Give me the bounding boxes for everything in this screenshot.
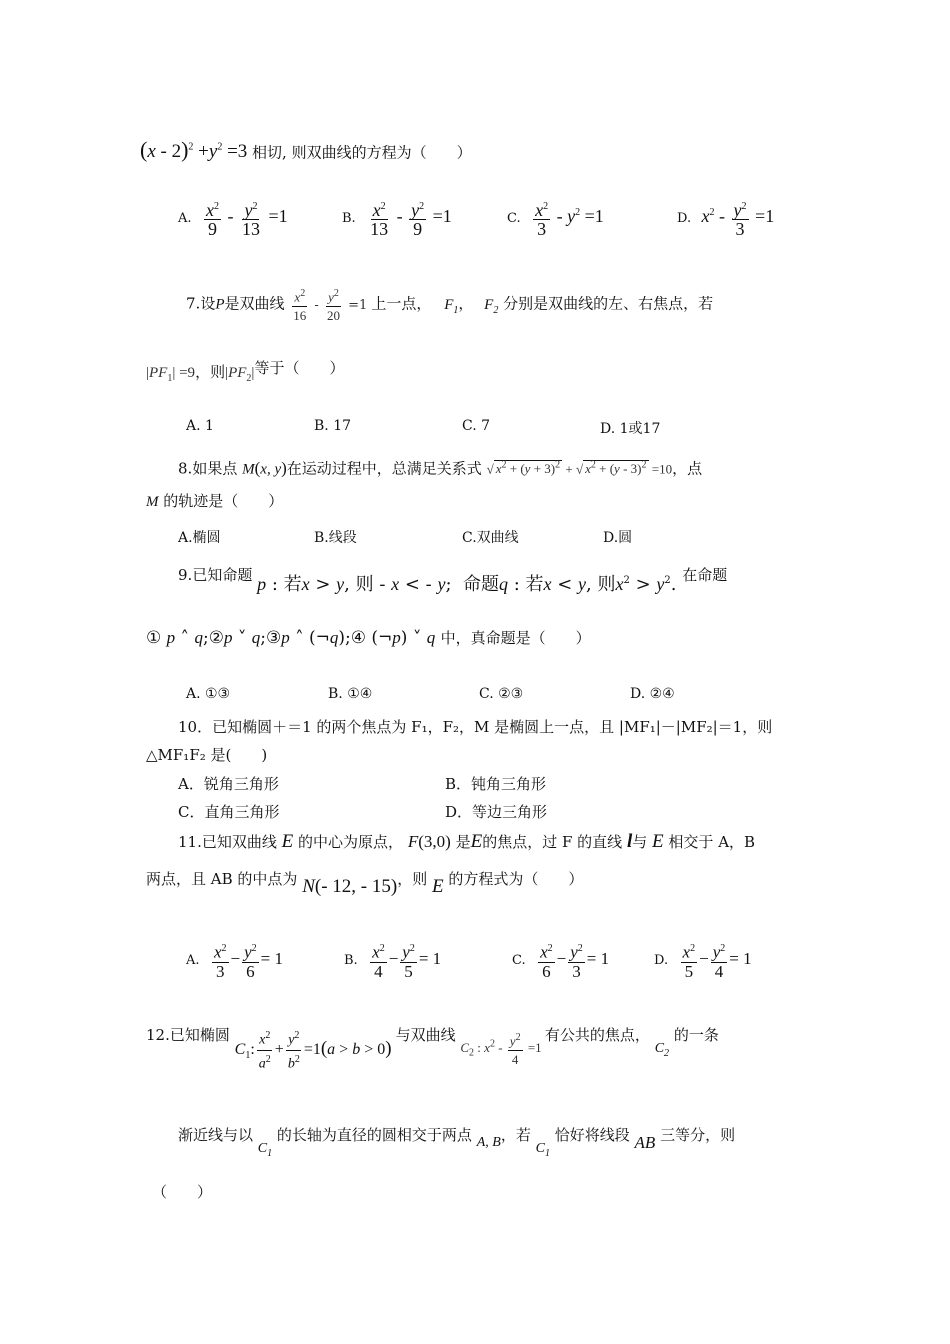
q11-e: E	[281, 831, 294, 852]
q9-option-c[interactable]: C. ②③	[479, 686, 524, 702]
q12-ellipse-c1: $C_1$: $\frac{x^2}{a^2}$ + $\frac{y^2}{b^2}$ =1(a > b > 0)	[235, 1041, 396, 1058]
q7-text-2: 是双曲线	[224, 294, 285, 313]
q7-option-a[interactable]: A. 1	[186, 418, 214, 434]
q8-option-b[interactable]: B.线段	[314, 530, 357, 546]
q8-point-m: M	[242, 461, 255, 478]
q8-m: M	[146, 494, 159, 510]
q10-line-1: 10．已知椭圆＋＝1 的两个焦点为 F₁，F₂，M 是椭圆上一点，且 |MF₁|－|MF₂|＝1，则	[178, 718, 773, 736]
q12-text-4: 的一条	[673, 1026, 719, 1044]
q12-c1: $C_1$	[257, 1141, 273, 1159]
q10-option-c[interactable]: C．直角三角形	[178, 803, 280, 821]
q11-text-2: 的中心为原点，	[298, 833, 404, 851]
q11-text-5: 与	[632, 833, 648, 851]
q7-line-2	[146, 358, 344, 389]
q8-text-1: 如果点	[192, 459, 238, 478]
q12-line-1	[146, 1025, 719, 1073]
q6-option-b-label: B.	[342, 210, 356, 226]
q6-tail-line	[140, 138, 472, 162]
q12-line2-d: 恰好将线段	[554, 1126, 630, 1144]
q7-text-3: 上一点，	[371, 294, 432, 313]
q7-option-b[interactable]: B. 17	[314, 418, 352, 434]
q12-line-3: （ ）	[152, 1183, 213, 1201]
q11-line2-b: ，则	[397, 870, 428, 888]
q12-c1-2: $C_1$	[535, 1141, 550, 1159]
q9-text-3: 中，真命题是（ ）	[440, 629, 591, 647]
q6-option-d-expr: $x^2$ - $\frac{y^2}{3}$ =1	[701, 200, 775, 239]
q11-midpoint: N(- 12, - 15)	[302, 876, 398, 897]
q11-text-6: 相交于 A，B	[668, 833, 756, 851]
q7-pf2: $|PF_2|$	[225, 365, 255, 384]
q7-point-p: P	[215, 296, 225, 313]
q12-points-ab: A, B	[476, 1135, 501, 1150]
q9-line-1	[178, 565, 727, 595]
q11-option-a-expr: $\frac{x^2}{3}$ − $\frac{y^2}{6}$ = 1	[210, 949, 283, 968]
q12-segment-ab: AB	[634, 1133, 656, 1152]
q11-option-b-label: B.	[344, 952, 358, 968]
q11-e-2: E	[470, 831, 483, 852]
q6-tail-text: 相切, 则双曲线的方程为（ ）	[252, 143, 472, 162]
q8-relation: √ $x^2 + (y + 3)^2$ + √ $x^2 + (y - 3)^2 =10$	[486, 460, 673, 477]
q12-line2-b: 的长轴为直径的圆相交于两点	[276, 1126, 472, 1144]
q7-text-1: 设	[200, 294, 216, 313]
q6-option-c-label: C.	[507, 210, 521, 226]
q11-text-3: 是	[455, 833, 471, 851]
q11-e-4: E	[431, 876, 444, 897]
q7-f1: $F_1$	[444, 296, 459, 316]
q8-option-a[interactable]: A.椭圆	[178, 530, 221, 546]
q7-option-c[interactable]: C. 7	[462, 418, 491, 434]
q8-number: 8.	[178, 459, 193, 478]
q11-option-d-label: D.	[654, 952, 669, 968]
q8-text-2: 在运动过程中，总满足关系式	[286, 459, 482, 478]
q10-line-2: △MF₁F₂ 是( )	[146, 746, 268, 764]
q9-text-2: 在命题	[682, 566, 728, 584]
q7-hyperbola-eq: $\frac{x^2}{16}$ - $\frac{y^2}{20}$ =1	[289, 298, 371, 313]
q9-text-1: 已知命题	[192, 566, 253, 584]
q11-option-c[interactable]	[512, 940, 609, 981]
q12-line2-e: 三等分，则	[660, 1126, 736, 1144]
q7-text-6: 等于（ ）	[254, 359, 345, 377]
q11-focus: F(3,0)	[407, 832, 451, 851]
q9-option-d[interactable]: D. ②④	[630, 686, 675, 702]
q8-line-2	[146, 491, 283, 512]
q7-line-1: 7.设P是双曲线 $\frac{x^2}{16}$ - $\frac{y^2}{20}$ =1 上一点， $F_1$， $F_2$ 分别是双曲线的左、右焦点，若	[186, 285, 713, 325]
q7-number: 7.	[186, 294, 201, 313]
q11-e-3: E	[652, 831, 664, 852]
q11-option-b-expr: $\frac{x^2}{4}$ − $\frac{y^2}{5}$ = 1	[368, 949, 441, 968]
q8-text-3: ，点	[672, 459, 703, 478]
q6-option-a-label: A.	[178, 210, 192, 226]
q12-line2-a: 渐近线与以	[178, 1126, 254, 1144]
q11-option-d-expr: $\frac{x^2}{5}$ − $\frac{y^2}{4}$ = 1	[679, 949, 752, 968]
q11-number: 11.	[178, 833, 202, 851]
q7-text-4: 分别是双曲线的左、右焦点，若	[503, 294, 714, 313]
q10-option-b[interactable]: B．钝角三角形	[445, 775, 547, 793]
q12-line-2	[178, 1125, 735, 1164]
q8-option-c[interactable]: C.双曲线	[462, 530, 519, 546]
q9-line-2	[146, 628, 591, 648]
q7-condition: $|PF_1| =9$	[146, 365, 196, 384]
q11-line-l: l	[626, 831, 633, 852]
q12-number: 12.	[146, 1026, 170, 1044]
q9-propositions: p : 若x > y, 则 - x < - y; 命题q : 若x < y, 则$x^2 > y^2$.	[257, 574, 683, 595]
q11-text-4: 的焦点，过 F 的直线	[482, 833, 623, 851]
q11-line-1	[178, 832, 755, 852]
q12-text-2: 与双曲线	[395, 1026, 456, 1044]
q6-option-c-expr: $\frac{x^2}{3}$ - $y^2 =1$	[535, 200, 604, 239]
q11-option-c-label: C.	[512, 952, 526, 968]
q6-option-d[interactable]	[677, 198, 774, 238]
q11-text-1: 已知双曲线	[201, 833, 277, 851]
q6-option-b[interactable]	[342, 198, 452, 238]
q8-text-5: 的轨迹是（ ）	[163, 492, 284, 510]
q8-option-d[interactable]: D.圆	[603, 530, 633, 546]
q9-number: 9.	[178, 566, 193, 584]
q7-f2: $F_2$	[484, 296, 499, 316]
q6-option-a[interactable]	[178, 198, 288, 238]
q7-text-5: ，则	[195, 363, 226, 381]
q11-option-a-label: A.	[186, 952, 200, 968]
q11-option-c-expr: $\frac{x^2}{6}$ − $\frac{y^2}{3}$ = 1	[536, 949, 609, 968]
q12-c2: $C_2$	[654, 1041, 670, 1059]
q10-option-d[interactable]: D．等边三角形	[445, 803, 548, 821]
q12-line2-c: ，若	[500, 1126, 531, 1144]
q11-line-2	[146, 869, 583, 897]
q8-line-1: 8.如果点 M(x, y)在运动过程中，总满足关系式 √ $x^2 + (y + 3)^2$ + √ $x^2 + (y - 3)^2 =10$，点	[178, 458, 703, 478]
q12-text-1: 已知椭圆	[169, 1026, 230, 1044]
q11-option-b[interactable]	[344, 940, 441, 981]
q9-list: ① p ˄ q;②p ˅ q;③p ˄ (¬q);④ (¬p) ˅ q	[146, 628, 436, 648]
q10-option-a[interactable]: A．锐角三角形	[178, 775, 279, 793]
q9-option-b[interactable]: B. ①④	[328, 686, 373, 702]
q12-hyperbola-c2: $C_2$ : $x^2$ - $\frac{y^2}{4}$ =1	[460, 1040, 545, 1055]
q7-option-d[interactable]: D. 1或17	[600, 421, 661, 437]
q6-option-d-label: D.	[677, 210, 692, 226]
q11-line2-a: 两点，且 AB 的中点为	[146, 870, 298, 888]
q6-option-a-expr: $\frac{x^2}{9}$ - $\frac{y^2}{13}$ =1	[205, 200, 288, 239]
q6-option-c[interactable]	[507, 198, 604, 238]
q11-option-d[interactable]	[654, 940, 752, 981]
q9-option-a[interactable]: A. ①③	[186, 686, 231, 702]
q12-text-3: 有公共的焦点，	[544, 1026, 650, 1044]
q6-circle-equation: $(x - 2)^2 +y^2 =3$	[140, 137, 253, 163]
q6-option-b-expr: $\frac{x^2}{13}$ - $\frac{y^2}{9}$ =1	[370, 200, 452, 239]
q11-line2-c: 的方程式为（ ）	[448, 870, 584, 888]
q11-option-a[interactable]	[186, 940, 283, 981]
